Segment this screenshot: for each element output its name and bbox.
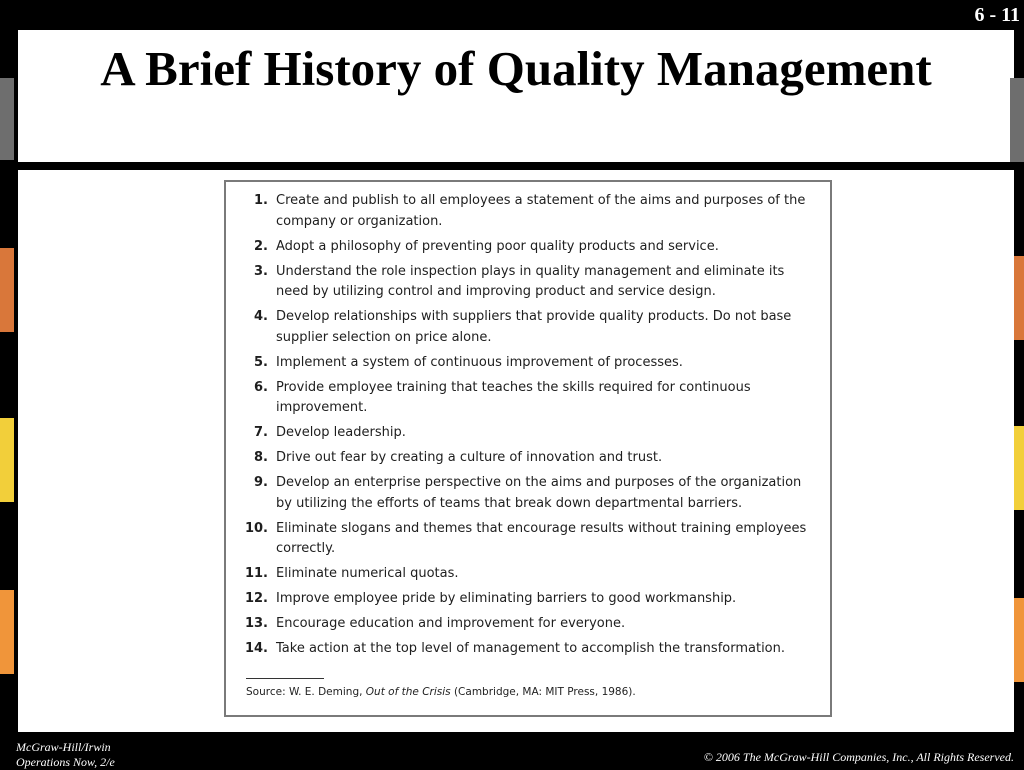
item-number: 9. bbox=[254, 475, 268, 490]
list-item bbox=[244, 448, 814, 469]
item-text: Improve employee pride by eliminating barriers to good workmanship. bbox=[276, 591, 737, 606]
item-number: 6. bbox=[254, 379, 268, 395]
list-item bbox=[244, 639, 814, 660]
left-accent-yellow bbox=[0, 418, 14, 502]
publisher-name: McGraw-Hill/Irwin bbox=[16, 740, 111, 754]
source-book-title: Out of the Crisis bbox=[365, 686, 451, 698]
list-item bbox=[244, 237, 814, 258]
item-text: Eliminate numerical quotas. bbox=[276, 566, 459, 581]
source-divider bbox=[246, 678, 324, 679]
left-accent-bright-orange bbox=[0, 590, 14, 674]
book-edition: Operations Now, 2/e bbox=[16, 755, 115, 769]
item-number: 11. bbox=[244, 566, 268, 581]
deming-points-list bbox=[244, 191, 814, 664]
left-accent-orange bbox=[0, 248, 14, 332]
item-number: 7. bbox=[254, 425, 268, 440]
page-number: 6 - 11 bbox=[974, 4, 1020, 26]
copyright-notice: © 2006 The McGraw-Hill Companies, Inc., All Rights Reserved. bbox=[703, 750, 1014, 764]
item-number: 14. bbox=[244, 641, 268, 656]
deming-points-figure bbox=[224, 180, 832, 717]
source-suffix: (Cambridge, MA: MIT Press, 1986). bbox=[450, 686, 636, 698]
list-item bbox=[244, 423, 814, 444]
item-text: Adopt a philosophy of preventing poor quality products and service. bbox=[276, 238, 719, 254]
item-text: Encourage education and improvement for everyone. bbox=[276, 616, 626, 631]
item-text: Drive out fear by creating a culture of innovation and trust. bbox=[276, 450, 663, 465]
item-number: 4. bbox=[254, 309, 268, 324]
item-text: Develop relationships with suppliers that provide quality products. Do not base supplier selection on price alone. bbox=[276, 309, 792, 345]
item-text: Develop an enterprise perspective on the aims and purposes of the organization by utilizing the efforts of teams that break down departmental barriers. bbox=[276, 475, 802, 511]
publisher-info bbox=[16, 740, 115, 770]
item-number: 10. bbox=[244, 520, 268, 536]
left-accent-gray bbox=[0, 78, 14, 160]
list-item bbox=[244, 519, 814, 560]
source-citation bbox=[246, 686, 636, 698]
item-text: Understand the role inspection plays in quality management and eliminate its need by utilizing control and improving product and service design. bbox=[276, 263, 785, 299]
list-item bbox=[244, 614, 814, 635]
list-item bbox=[244, 191, 814, 232]
title-bar bbox=[18, 30, 1014, 162]
item-number: 5. bbox=[254, 354, 268, 370]
item-text: Take action at the top level of management to accomplish the transformation. bbox=[276, 641, 785, 656]
item-number: 2. bbox=[254, 238, 268, 254]
source-prefix: Source: W. E. Deming, bbox=[246, 686, 366, 698]
item-number: 12. bbox=[244, 591, 268, 606]
item-text: Create and publish to all employees a statement of the aims and purposes of the company or organization. bbox=[276, 193, 806, 229]
item-number: 1. bbox=[254, 193, 268, 208]
item-text: Implement a system of continuous improvement of processes. bbox=[276, 354, 683, 370]
list-item bbox=[244, 262, 814, 303]
list-item bbox=[244, 589, 814, 610]
item-text: Eliminate slogans and themes that encourage results without training employees correctly. bbox=[276, 520, 807, 556]
item-number: 8. bbox=[254, 450, 268, 465]
item-number: 13. bbox=[244, 616, 268, 631]
item-text: Provide employee training that teaches the skills required for continuous improvement. bbox=[276, 379, 751, 415]
item-number: 3. bbox=[254, 263, 268, 279]
list-item bbox=[244, 353, 814, 374]
list-item bbox=[244, 473, 814, 514]
slide-title: A Brief History of Quality Management bbox=[100, 41, 932, 96]
right-accent-gray bbox=[1010, 78, 1024, 162]
list-item bbox=[244, 564, 814, 585]
item-text: Develop leadership. bbox=[276, 425, 406, 440]
list-item bbox=[244, 378, 814, 419]
list-item bbox=[244, 307, 814, 348]
